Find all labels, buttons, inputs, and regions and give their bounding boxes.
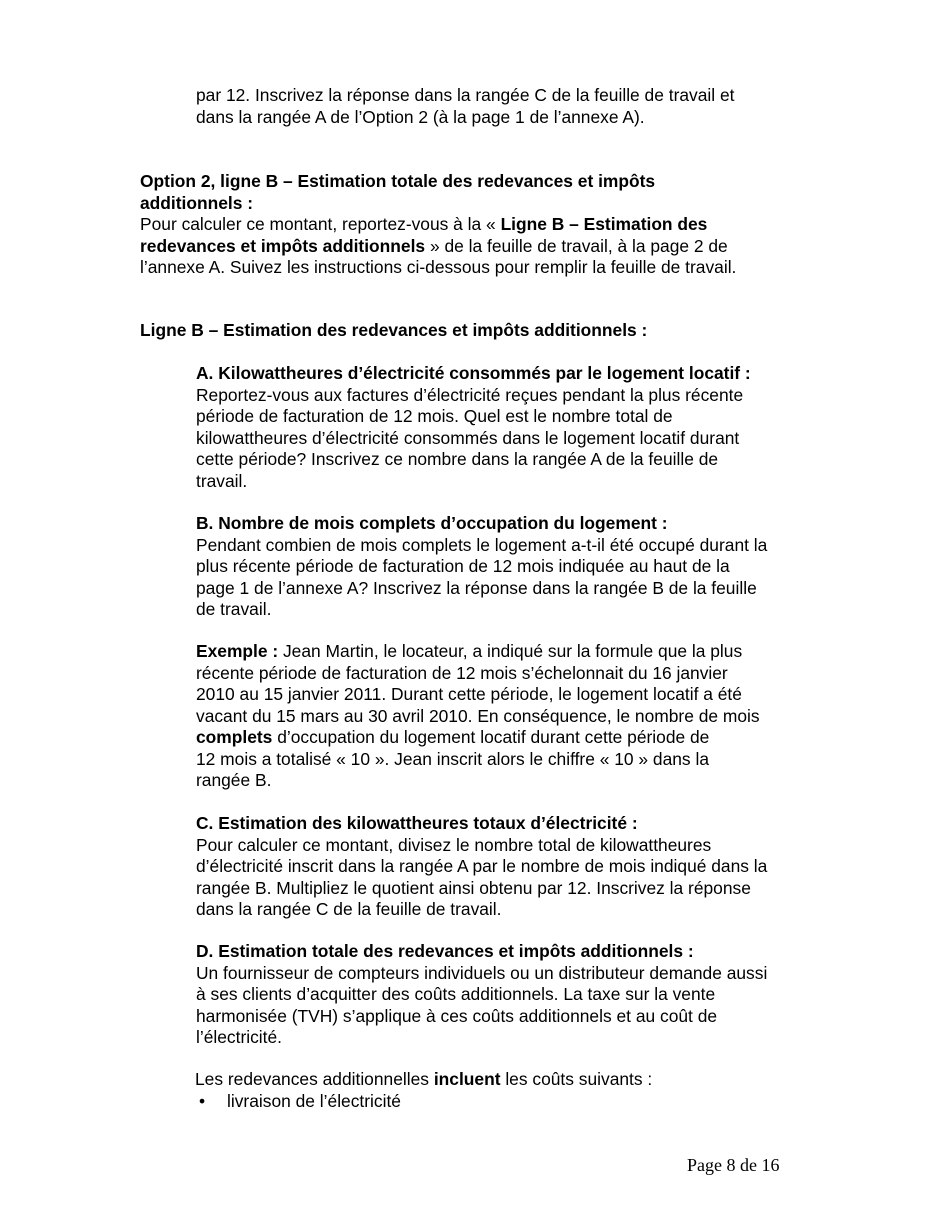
section-b [196,513,767,621]
option2-heading-line: Option 2, ligne B – Estimation totale des redevances et impôts [140,171,656,191]
bullet-icon: • [199,1091,206,1111]
section-c-line: dans la rangée C de la feuille de travail. [196,899,502,919]
section-a-line: kilowattheures d’électricité consommés dans le logement locatif durant [196,427,740,448]
section-d-heading-text: D. Estimation totale des redevances et impôts additionnels : [196,941,694,961]
section-b-line: plus récente période de facturation de 12 mois indiquée au haut de la [196,556,730,576]
section-a-heading-text: A. Kilowattheures d’électricité consommés par le logement locatif : [196,363,751,383]
example-line: 2010 au 15 janvier 2011. Durant cette période, le logement locatif a été [196,684,742,704]
section-c-heading-text: C. Estimation des kilowattheures totaux d’électricité : [196,813,638,833]
section-d [196,941,767,1049]
page-number: Page 8 de 16 [687,1155,780,1175]
section-b-heading-text: B. Nombre de mois complets d’occupation du logement : [196,513,668,533]
section-c-heading [196,813,767,835]
text-run: » de la feuille de travail, à la page 2 de [425,235,728,256]
section-d-line: à ses clients d’acquitter des coûts additionnels. La taxe sur la vente [196,984,716,1004]
section-c-line: Pour calculer ce montant, divisez le nombre total de kilowattheures [196,834,712,855]
fees-list [199,1091,599,1113]
section-c [196,813,767,921]
section-b-heading [196,513,767,535]
example-line: récente période de facturation de 12 mois s’échelonnait du 16 janvier [196,662,728,683]
option2-body-line [140,236,736,258]
option2-body-line: l’annexe A. Suivez les instructions ci-dessous pour remplir la feuille de travail. [140,257,737,277]
section-a [196,363,751,492]
intro-line: dans la rangée A de l’Option 2 (à la page 1 de l’annexe A). [196,106,645,127]
section-c-line: d’électricité inscrit dans la rangée A par le nombre de mois indiqué dans la [196,856,768,876]
fees-intro-line [195,1069,652,1091]
text-run-bold: complets [196,727,273,747]
section-b-line: Pendant combien de mois complets le logement a-t-il été occupé durant la [196,534,768,555]
section-a-line: Reportez-vous aux factures d’électricité reçues pendant la plus récente [196,384,744,405]
example-line [196,641,760,663]
section-a-heading [196,363,751,385]
text-run: Pour calculer ce montant, reportez-vous à la « [140,214,501,234]
section-d-line: Un fournisseur de compteurs individuels ou un distributeur demande aussi [196,962,768,983]
example-line [196,727,760,749]
example-line: vacant du 15 mars au 30 avril 2010. En conséquence, le nombre de mois [196,705,760,726]
text-run-bold: Ligne B – Estimation des [500,214,708,234]
section-d-line: harmonisée (TVH) s’applique à ces coûts additionnels et au coût de [196,1005,718,1026]
list-item-text: livraison de l’électricité [227,1091,401,1111]
section-b-line: de travail. [196,599,272,619]
ligneB-heading-text: Ligne B – Estimation des redevances et impôts additionnels : [140,320,648,340]
example-line: rangée B. [196,770,272,790]
text-run: Les redevances additionnelles [195,1069,434,1089]
intro-paragraph [196,85,734,128]
section-d-heading [196,941,767,963]
section-d-line: l’électricité. [196,1027,283,1047]
section-b-line: page 1 de l’annexe A? Inscrivez la réponse dans la rangée B de la feuille [196,577,757,598]
example-paragraph [196,641,760,792]
option2-heading [140,171,736,193]
text-run: les coûts suivants : [500,1069,653,1089]
example-label: Exemple : [196,641,279,661]
intro-line: par 12. Inscrivez la réponse dans la rangée C de la feuille de travail et [196,85,735,105]
section-a-line: période de facturation de 12 mois. Quel est le nombre total de [196,406,673,426]
section-a-line: travail. [196,470,248,491]
section-a-line: cette période? Inscrivez ce nombre dans la rangée A de la feuille de [196,449,719,469]
section-c-line: rangée B. Multipliez le quotient ainsi obtenu par 12. Inscrivez la réponse [196,877,751,898]
example-line: 12 mois a totalisé « 10 ». Jean inscrit alors le chiffre « 10 » dans la [196,748,709,769]
option2-body-line [140,214,736,236]
option2-heading-line: additionnels : [140,192,254,213]
option2-section [140,171,736,279]
text-run: Jean Martin, le locateur, a indiqué sur la formule que la plus [278,641,743,661]
text-run: d’occupation du logement locatif durant cette période de [272,727,710,747]
fees-intro [195,1069,652,1091]
text-run-bold: redevances et impôts additionnels [140,235,426,256]
ligneB-heading [140,320,647,342]
text-run-bold: incluent [433,1069,501,1089]
option2-heading [140,193,736,215]
